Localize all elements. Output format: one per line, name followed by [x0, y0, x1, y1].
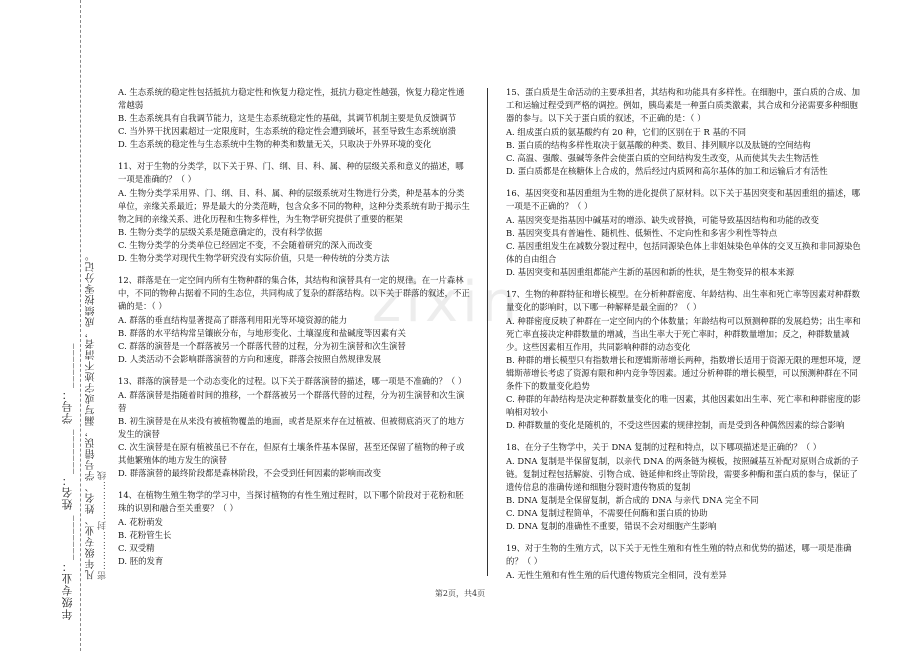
- page-footer: 第2页，共4页: [434, 589, 486, 598]
- q11-option-a: A. 生物分类学采用界、门、纲、目、科、属、种的层级系统对生物进行分类，种是基本的分类单位，亲缘关系最近；界是最大的分类范畴，包含众多不同的物种，这种分类系统有助于揭示生物之间的亲缘关系、进化历程和生物多样性，为生物学研究提供了重要的框架: [118, 188, 470, 224]
- q16-stem: 16、基因突变和基因重组为生物的进化提供了原材料。以下关于基因突变和基因重组的描述，哪一项是不正确的？（ ）: [506, 188, 861, 211]
- q14-option-a: A. 花粉萌发: [118, 517, 163, 527]
- student-info-line: 年级专业：_______ 姓名：_______ 学号：_______: [61, 342, 74, 620]
- question-10: [118, 86, 470, 151]
- question-17: [506, 288, 864, 432]
- q12-stem: 12、群落是在一定空间内所有生物种群的集合体，其结构和演替具有一定的规律。在一片森林中，不同的物种占据着不同的生态位，共同构成了复杂的群落结构。以下关于群落的叙述，不正确的是：（ ）: [118, 275, 470, 311]
- q14-stem: 14、在植物生殖生物学的学习中，当探讨植物的有性生殖过程时，以下哪个阶段对于花粉和胚珠的识别和融合至关重要？（ ）: [118, 490, 464, 513]
- q12-option-b: B. 群落的水平结构常呈镶嵌分布，与地形变化、土壤湿度和盐碱度等因素有关: [118, 328, 406, 338]
- q10-option-b: B. 生态系统具有自我调节能力，这是生态系统稳定性的基础，其调节机制主要是负反馈调节: [118, 113, 457, 123]
- q18-stem: 18、在分子生物学中，关于 DNA 复制的过程和特点，以下哪项描述是正确的？（ ）: [506, 442, 822, 452]
- q18-option-b: B. DNA 复制是全保留复制，新合成的 DNA 与亲代 DNA 完全不同: [506, 495, 759, 505]
- q19-option-a: A. 无性生殖和有性生殖的后代遗传物质完全相同，没有差异: [506, 570, 727, 580]
- seal-text: 密…………封…………线: [98, 470, 108, 580]
- q14-option-b: B. 花粉管生长: [118, 530, 172, 540]
- q13-option-d: D. 群落演替的最终阶段都是森林阶段，不会受到任何因素的影响而改变: [118, 468, 381, 478]
- q13-stem: 13、群落的演替是一个动态变化的过程。以下关于群落演替的描述，哪一项是不准确的？（ ）: [118, 376, 467, 386]
- q12-option-a: A. 群落的垂直结构显著提高了群落利用阳光等环境资源的能力: [118, 315, 348, 325]
- left-column: [118, 86, 470, 577]
- q15-option-c: C. 高温、强酸、强碱等条件会使蛋白质的空间结构发生改变，从而使其失去生物活性: [506, 153, 819, 163]
- q13-option-c: C. 次生演替是在原有植被虽已不存在，但原有土壤条件基本保留，甚至还保留了植物的种子或其他繁殖体的地方发生的演替: [118, 442, 465, 465]
- q15-option-d: D. 蛋白质都是在核糖体上合成的，然后经过内质网和高尔基体的加工和运输后才有活性: [506, 166, 828, 176]
- q16-option-a: A. 基因突变是指基因中碱基对的增添、缺失或替换，可能导致基因结构和功能的改变: [506, 215, 819, 225]
- q11-stem: 11、对于生物的分类学，以下关于界、门、纲、目、科、属、种的层级关系和意义的描述，哪一项是准确的？（ ）: [118, 161, 464, 184]
- q16-option-b: B. 基因突变具有普遍性、随机性、低频性、不定向性和多害少利性等特点: [506, 228, 778, 238]
- question-18: [506, 441, 864, 533]
- q16-option-d: D. 基因突变和基因重组都能产生新的基因和新的性状，是生物变异的根本来源: [506, 267, 795, 277]
- q13-option-b: B. 初生演替是在从来没有被植物覆盖的地面，或者是原来存在过植被、但被彻底消灭了的地方发生的演替: [118, 416, 465, 439]
- q16-option-c: C. 基因重组发生在减数分裂过程中，包括同源染色体上非姐妹染色单体的交叉互换和非同源染色体的自由组合: [506, 241, 861, 264]
- q12-option-c: C. 群落的演替是一个群落被另一个群落代替的过程，分为初生演替和次生演替: [118, 341, 406, 351]
- q12-option-d: D. 人类活动不会影响群落演替的方向和速度，群落会按照自然规律发展: [118, 354, 381, 364]
- q10-option-a: A. 生态系统的稳定性包括抵抗力稳定性和恢复力稳定性，抵抗力稳定性越强，恢复力稳定性通常越弱: [118, 87, 465, 110]
- q17-option-b: B. 种群的增长模型只有指数增长和逻辑斯蒂增长两种，指数增长适用于资源无限的理想环境，逻辑斯蒂增长考虑了资源有限和种内竞争等因素。通过分析种群的增长模型，可以预测种群在不同条件下的数量变化趋势: [506, 355, 861, 391]
- watermark: zixin: [372, 270, 522, 335]
- question-15: [506, 86, 864, 178]
- q17-option-a: A. 种群密度反映了种群在一定空间内的个体数量；年龄结构可以预测种群的发展趋势；出生率和死亡率直接决定种群数量的增减，当出生率大于死亡率时，种群数量增加；反之，种群数量减少。这些因素相互作用，共同影响种群的动态变化: [506, 316, 861, 352]
- q17-option-d: D. 种群数量的变化是随机的，不受这些因素的规律控制，而是受到各种偶然因素的综合影响: [506, 420, 845, 430]
- question-13: [118, 375, 470, 480]
- q14-option-c: C. 双受精: [118, 543, 155, 553]
- q15-option-b: B. 蛋白质的结构多样性取决于氨基酸的种类、数目、排列顺序以及肽链的空间结构: [506, 140, 811, 150]
- question-14: [118, 489, 470, 568]
- question-16: [506, 187, 864, 279]
- q14-option-d: D. 胚的发育: [118, 556, 164, 566]
- q19-stem: 19、对于生物的生殖方式，以下关于无性生殖和有性生殖的特点和优势的描述，哪一项是准确的？（ ）: [506, 543, 852, 566]
- column-divider: [487, 88, 488, 576]
- q17-stem: 17、生物的种群特征和增长模型。在分析种群密度、年龄结构、出生率和死亡率等因素对种群数量变化的影响时，以下哪一种解释是最全面的？（ ）: [506, 289, 861, 312]
- q10-option-c: C. 当外界干扰因素超过一定限度时，生态系统的稳定性会遭到破坏，甚至导致生态系统崩溃: [118, 126, 457, 136]
- q18-option-a: A. DNA 复制是半保留复制，以亲代 DNA 的两条链为模板，按照碱基互补配对原则合成新的子链。复制过程包括解旋、引物合成、链延伸和终止等阶段，需要多种酶和蛋白质的参与，保证了遗传信息的准确传递和细胞分裂时遗传物质的复制: [506, 456, 859, 492]
- q10-option-d: D. 生态系统的稳定性与生态系统中生物的种类和数量无关，只取决于外界环境的变化: [118, 139, 432, 149]
- q15-option-a: A. 组成蛋白质的氨基酸约有 20 种，它们的区别在于 R 基的不同: [506, 127, 746, 137]
- question-11: [118, 160, 470, 265]
- q11-option-c: C. 生物分类学的分类单位已经固定不变，不会随着研究的深入而改变: [118, 240, 373, 250]
- q13-option-a: A. 群落演替是指随着时间的推移，一个群落被另一个群落代替的过程，分为初生演替和次生演替: [118, 390, 465, 413]
- question-19: [506, 542, 864, 582]
- q11-option-d: D. 生物分类学对现代生物学研究没有实际价值，只是一种传统的分类方法: [118, 253, 390, 263]
- q15-stem: 15、蛋白质是生命活动的主要承担者，其结构和功能具有多样性。在细胞中，蛋白质的合成、加工和运输过程受到严格的调控。例如，胰岛素是一种蛋白质类激素，其合成和分泌需要多种细胞器的参与。以下关于蛋白质的叙述，不正确的是：（ ）: [506, 87, 861, 123]
- q18-option-d: D. DNA 复制的准确性不重要，错误不会对细胞产生影响: [506, 521, 717, 531]
- question-12: [118, 274, 470, 366]
- right-column: [506, 86, 864, 591]
- seal-line: [80, 0, 81, 651]
- q17-option-c: C. 种群的年龄结构是决定种群数量变化的唯一因素，其他因素如出生率、死亡率和种群密度的影响相对较小: [506, 394, 861, 417]
- exam-notice: 凡年级专业、姓名、学号错误，漏写或字迹不清者，成绩按零分记。: [86, 250, 97, 580]
- q18-option-c: C. DNA 复制过程简单，不需要任何酶和蛋白质的协助: [506, 508, 708, 518]
- q11-option-b: B. 生物分类学的层级关系是随意确定的，没有科学依据: [118, 227, 323, 237]
- binding-margin: [0, 0, 112, 651]
